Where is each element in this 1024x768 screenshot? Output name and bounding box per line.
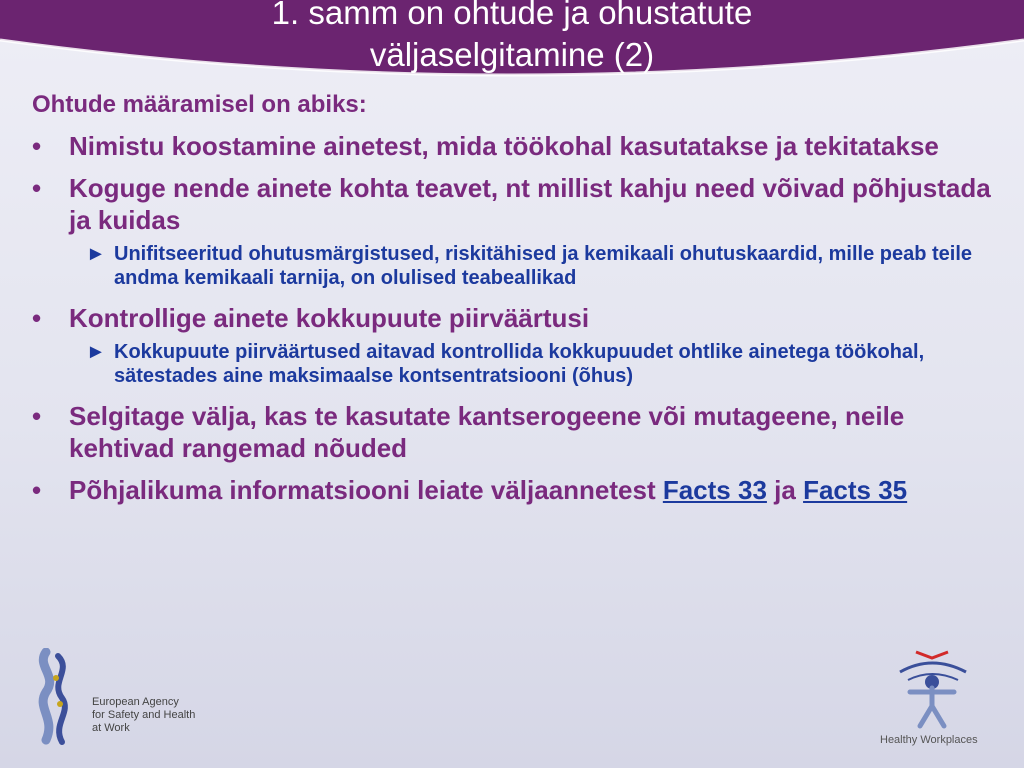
- bullet-text: Koguge nende ainete kohta teavet, nt millist kahju need võivad põhjustada ja kuidas: [69, 173, 991, 235]
- eu-osha-line-3: at Work: [92, 722, 130, 734]
- eu-osha-line-1: European Agency: [92, 696, 179, 708]
- bullet-dot: •: [32, 401, 42, 431]
- title-line-1: 1. samm on ohtude ja ohustatute: [271, 0, 753, 31]
- title-line-2: väljaselgitamine (2): [369, 36, 655, 73]
- bullet-item: [32, 172, 1002, 236]
- sub-bullet-text: Kokkupuute piirväärtused aitavad kontrollida kokkupuudet ohtlike ainetega töökohal, sätestades aine maksimaalse kontsentratsiooni (õhus): [114, 341, 925, 387]
- eu-osha-line-2: for Safety and Health: [92, 709, 196, 721]
- facts-33-link[interactable]: Facts 33: [662, 475, 767, 505]
- sub-bullet-item: [86, 340, 1002, 388]
- bullet-text-prefix: Põhjalikuma informatsiooni leiate väljaannetest: [69, 475, 663, 505]
- bullet-item: [32, 302, 1002, 334]
- healthy-workplaces-text: Healthy Workplaces: [880, 734, 978, 746]
- bullet-text: Kontrollige ainete kokkupuute piirväärtusi: [69, 303, 590, 333]
- eu-osha-logo-text: [92, 696, 195, 735]
- sub-bullet-text: Unifitseeritud ohutusmärgistused, riskitähised ja kemikaali ohutuskaardid, mille peab teile andma kemikaali tarnija, on olulised teabeallikad: [114, 243, 973, 289]
- bullet-item: [32, 474, 1002, 506]
- bullet-dot: •: [32, 131, 42, 161]
- slide-title: [0, 0, 1024, 76]
- bullet-text: Selgitage välja, kas te kasutate kantserogeene või mutageene, neile kehtivad rangemad nõuded: [69, 401, 905, 463]
- sub-bullet-item: [86, 242, 1002, 290]
- bullet-text: Nimistu koostamine ainetest, mida töökohal kasutatakse ja tekitatakse: [69, 131, 939, 161]
- bullet-text-middle: ja: [766, 475, 804, 505]
- facts-35-link[interactable]: Facts 35: [803, 475, 908, 505]
- bullet-dot: •: [32, 475, 42, 505]
- slide-body: [32, 90, 1002, 516]
- bullet-item: [32, 130, 1002, 162]
- bullet-dot: •: [32, 303, 42, 333]
- arrow-icon: ►: [86, 243, 106, 265]
- arrow-icon: ►: [86, 341, 106, 363]
- bullet-item: [32, 400, 1002, 464]
- bullet-dot: •: [32, 173, 42, 203]
- healthy-workplaces-logo-icon: [880, 648, 1000, 748]
- intro-text: Ohtude määramisel on abiks:: [32, 91, 367, 118]
